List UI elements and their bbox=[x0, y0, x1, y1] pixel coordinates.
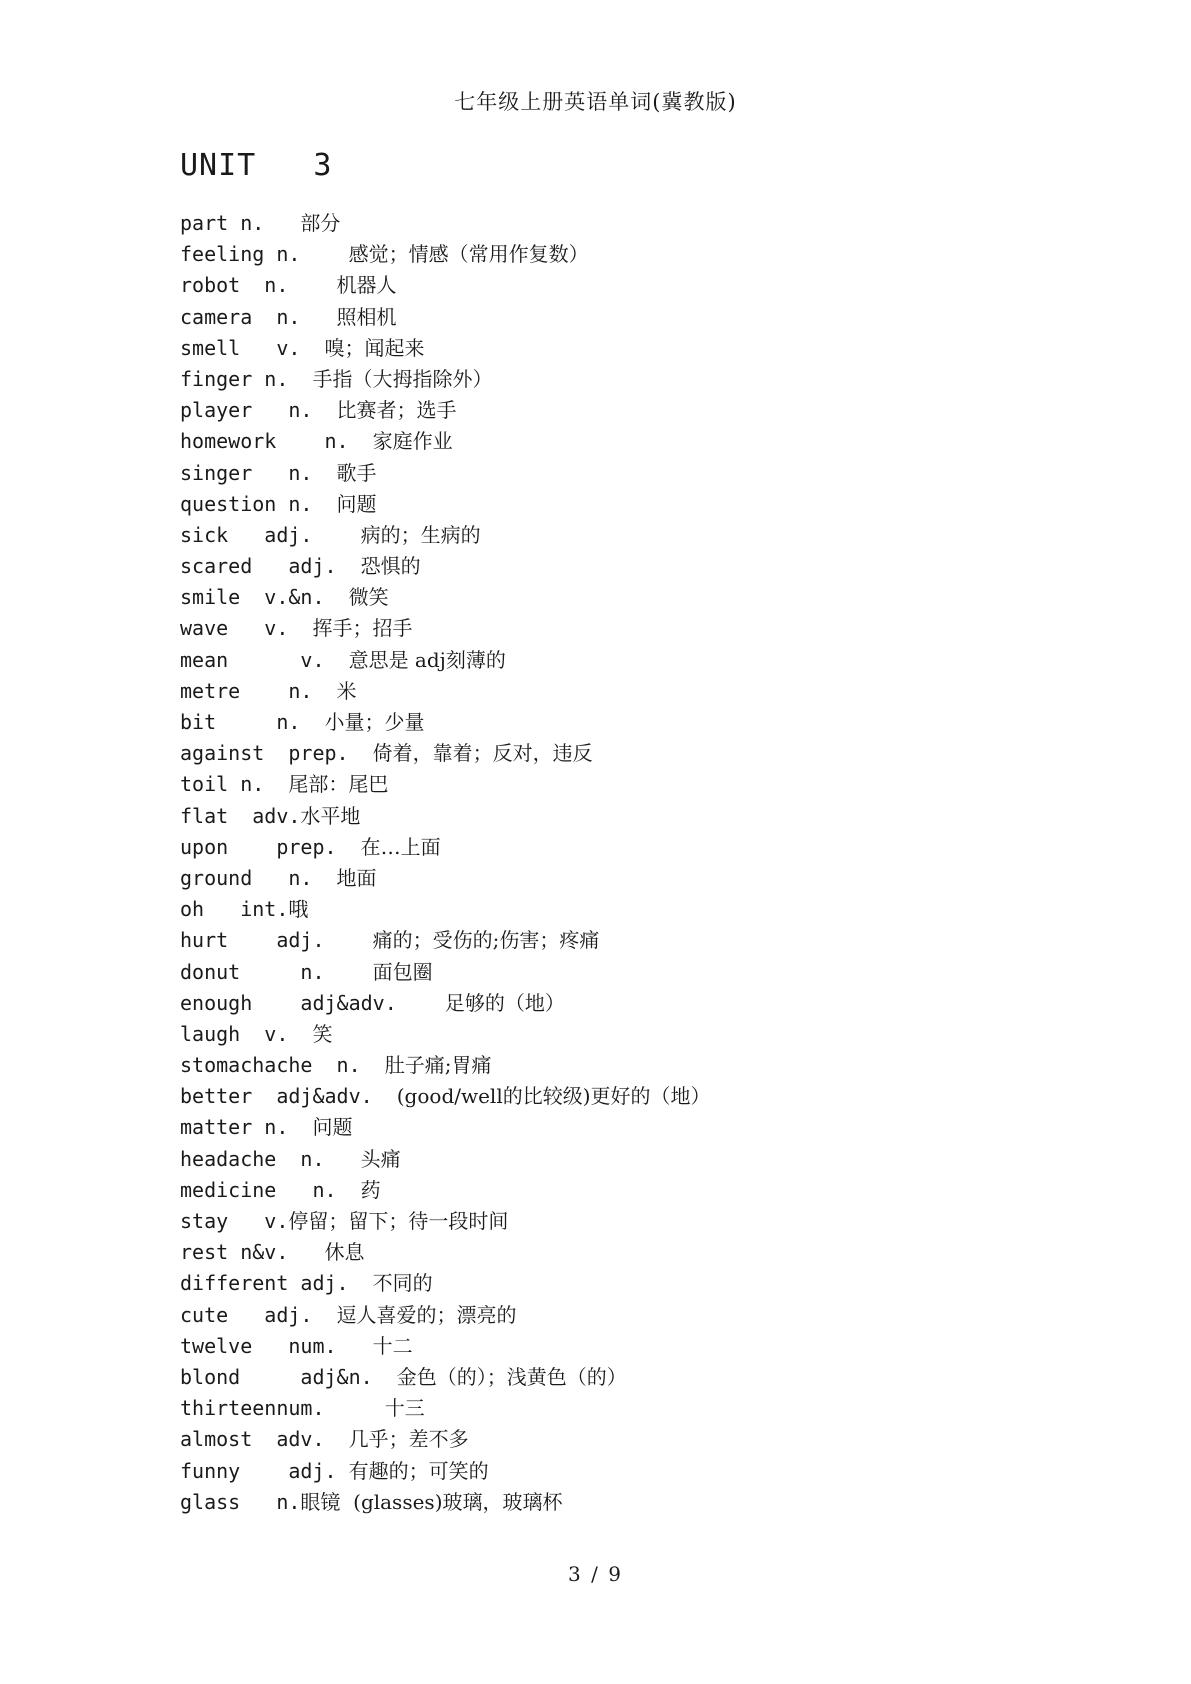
entry-english: better adj&adv. bbox=[180, 1084, 397, 1109]
vocabulary-entry bbox=[180, 208, 711, 239]
entry-chinese: 药 bbox=[360, 1177, 381, 1202]
vocabulary-entry bbox=[180, 1050, 711, 1081]
entry-english: mean v. bbox=[180, 647, 349, 672]
vocabulary-entry bbox=[180, 988, 711, 1019]
entry-chinese: 米 bbox=[336, 678, 357, 703]
vocabulary-entry bbox=[180, 551, 711, 582]
entry-chinese: 面包圈 bbox=[372, 959, 433, 984]
entry-chinese: 笑 bbox=[312, 1021, 333, 1046]
entry-chinese: 意思是 adj刻薄的 bbox=[348, 647, 506, 672]
entry-english: flat adv. bbox=[180, 803, 301, 828]
entry-english: homework n. bbox=[180, 429, 373, 454]
entry-chinese: 歌手 bbox=[336, 460, 377, 485]
entry-chinese: 头痛 bbox=[360, 1146, 401, 1171]
vocabulary-entry bbox=[180, 707, 711, 738]
entry-chinese: 小量；少量 bbox=[324, 710, 425, 734]
entry-english: toil n. bbox=[180, 772, 289, 797]
entry-english: camera n. bbox=[180, 304, 337, 329]
vocabulary-entry bbox=[180, 925, 711, 956]
vocabulary-entry bbox=[180, 1300, 711, 1331]
vocabulary-entry bbox=[180, 1424, 711, 1455]
entry-english: thirteennum. bbox=[180, 1396, 385, 1421]
entry-english: upon prep. bbox=[180, 834, 361, 859]
vocabulary-entry bbox=[180, 894, 711, 925]
entry-english: scared adj. bbox=[180, 554, 361, 579]
vocabulary-entry bbox=[180, 582, 711, 613]
entry-english: bit n. bbox=[180, 710, 325, 734]
vocabulary-entry bbox=[180, 1362, 711, 1393]
entry-chinese: 嗅；闻起来 bbox=[324, 335, 425, 360]
entry-english: blond adj&n. bbox=[180, 1364, 397, 1389]
vocabulary-entry bbox=[180, 832, 711, 863]
vocabulary-entry bbox=[180, 1456, 711, 1487]
vocabulary-entry bbox=[180, 1112, 711, 1143]
unit-heading: UNIT 3 bbox=[180, 148, 333, 183]
entry-chinese: 尾部：尾巴 bbox=[288, 772, 389, 797]
vocabulary-entry bbox=[180, 613, 711, 644]
entry-english: headache n. bbox=[180, 1146, 361, 1171]
entry-chinese: 倚着，靠着；反对，违反 bbox=[372, 741, 593, 766]
entry-chinese: 问题 bbox=[312, 1115, 353, 1140]
entry-english: funny adj. bbox=[180, 1458, 349, 1483]
entry-english: laugh v. bbox=[180, 1021, 313, 1046]
vocabulary-entry bbox=[180, 645, 711, 676]
entry-english: sick adj. bbox=[180, 522, 361, 547]
entry-english: enough adj&adv. bbox=[180, 990, 445, 1015]
entry-english: matter n. bbox=[180, 1115, 313, 1140]
entry-english: wave v. bbox=[180, 616, 313, 641]
entry-english: donut n. bbox=[180, 959, 373, 984]
entry-chinese: 哦 bbox=[288, 897, 309, 922]
entry-chinese: 问题 bbox=[336, 491, 377, 516]
entry-english: smile v.&n. bbox=[180, 585, 349, 610]
entry-chinese: 肚子痛;胃痛 bbox=[384, 1053, 492, 1078]
entry-chinese: 十三 bbox=[384, 1396, 425, 1421]
vocabulary-entry bbox=[180, 1487, 711, 1518]
vocabulary-entry bbox=[180, 364, 711, 395]
entry-chinese: 比赛者；选手 bbox=[336, 398, 457, 423]
entry-english: feeling n. bbox=[180, 242, 349, 267]
vocabulary-entry bbox=[180, 489, 711, 520]
entry-english: smell v. bbox=[180, 335, 325, 360]
entry-english: rest n&v. bbox=[180, 1240, 325, 1265]
entry-chinese: 病的；生病的 bbox=[360, 522, 481, 547]
vocabulary-entry bbox=[180, 801, 711, 832]
vocabulary-entry bbox=[180, 1081, 711, 1112]
entry-chinese: 恐惧的 bbox=[360, 554, 421, 579]
entry-chinese: 感觉；情感（常用作复数） bbox=[348, 242, 589, 267]
vocabulary-entry bbox=[180, 239, 711, 270]
vocabulary-entry bbox=[180, 1331, 711, 1362]
entry-english: different adj. bbox=[180, 1271, 373, 1296]
entry-english: question n. bbox=[180, 491, 337, 516]
entry-chinese: 手指（大拇指除外） bbox=[312, 366, 493, 391]
entry-chinese: 部分 bbox=[300, 211, 341, 235]
vocabulary-entry bbox=[180, 270, 711, 301]
entry-chinese: 休息 bbox=[324, 1240, 365, 1265]
entry-chinese: 照相机 bbox=[336, 304, 397, 329]
vocabulary-entry bbox=[180, 520, 711, 551]
entry-english: stay v. bbox=[180, 1209, 289, 1233]
entry-english: player n. bbox=[180, 398, 337, 423]
entry-chinese: 停留；留下；待一段时间 bbox=[288, 1209, 509, 1233]
entry-chinese: 有趣的；可笑的 bbox=[348, 1458, 489, 1483]
entry-english: oh int. bbox=[180, 897, 289, 922]
vocabulary-entry bbox=[180, 1206, 711, 1237]
vocabulary-entry bbox=[180, 426, 711, 457]
entry-chinese: 金色（的）；浅黄色（的） bbox=[396, 1364, 627, 1389]
vocabulary-entry bbox=[180, 333, 711, 364]
vocabulary-entry bbox=[180, 1175, 711, 1206]
vocabulary-entry bbox=[180, 957, 711, 988]
entry-chinese: 十二 bbox=[372, 1333, 413, 1358]
entry-chinese: 微笑 bbox=[348, 585, 389, 610]
vocabulary-entry bbox=[180, 1237, 711, 1268]
entry-english: singer n. bbox=[180, 460, 337, 485]
vocabulary-entry bbox=[180, 863, 711, 894]
vocabulary-list bbox=[180, 208, 711, 1518]
entry-chinese: 几乎；差不多 bbox=[348, 1427, 469, 1452]
entry-english: ground n. bbox=[180, 865, 337, 890]
entry-english: finger n. bbox=[180, 366, 313, 391]
entry-english: glass n. bbox=[180, 1489, 301, 1514]
entry-chinese: 家庭作业 bbox=[372, 429, 453, 454]
entry-english: against prep. bbox=[180, 741, 373, 766]
entry-english: part n. bbox=[180, 211, 301, 235]
entry-english: stomachache n. bbox=[180, 1053, 385, 1078]
vocabulary-entry bbox=[180, 676, 711, 707]
vocabulary-entry bbox=[180, 1019, 711, 1050]
vocabulary-entry bbox=[180, 738, 711, 769]
entry-english: almost adv. bbox=[180, 1427, 349, 1452]
vocabulary-entry bbox=[180, 1393, 711, 1424]
vocabulary-entry bbox=[180, 1268, 711, 1299]
entry-chinese: 在…上面 bbox=[360, 834, 441, 859]
entry-chinese: 机器人 bbox=[336, 273, 397, 298]
entry-chinese: 地面 bbox=[336, 865, 377, 890]
entry-english: cute adj. bbox=[180, 1302, 337, 1327]
entry-chinese: (good/well的比较级)更好的（地） bbox=[396, 1084, 711, 1109]
entry-english: robot n. bbox=[180, 273, 337, 298]
vocabulary-entry bbox=[180, 769, 711, 800]
entry-chinese: 不同的 bbox=[372, 1271, 433, 1296]
entry-chinese: 挥手；招手 bbox=[312, 616, 413, 641]
entry-chinese: 痛的；受伤的;伤害；疼痛 bbox=[372, 928, 600, 953]
entry-chinese: 水平地 bbox=[300, 803, 361, 828]
entry-english: medicine n. bbox=[180, 1177, 361, 1202]
entry-chinese: 逗人喜爱的；漂亮的 bbox=[336, 1302, 517, 1327]
page-number: 3 / 9 bbox=[568, 1562, 623, 1586]
entry-chinese: 眼镜 (glasses)玻璃，玻璃杯 bbox=[300, 1489, 563, 1514]
vocabulary-entry bbox=[180, 302, 711, 333]
entry-chinese: 足够的（地） bbox=[444, 990, 565, 1015]
vocabulary-entry bbox=[180, 1144, 711, 1175]
vocabulary-entry bbox=[180, 395, 711, 426]
vocabulary-entry bbox=[180, 458, 711, 489]
page-header-title: 七年级上册英语单词(冀教版) bbox=[454, 90, 737, 114]
entry-english: twelve num. bbox=[180, 1333, 373, 1358]
entry-english: hurt adj. bbox=[180, 928, 373, 953]
entry-english: metre n. bbox=[180, 678, 337, 703]
